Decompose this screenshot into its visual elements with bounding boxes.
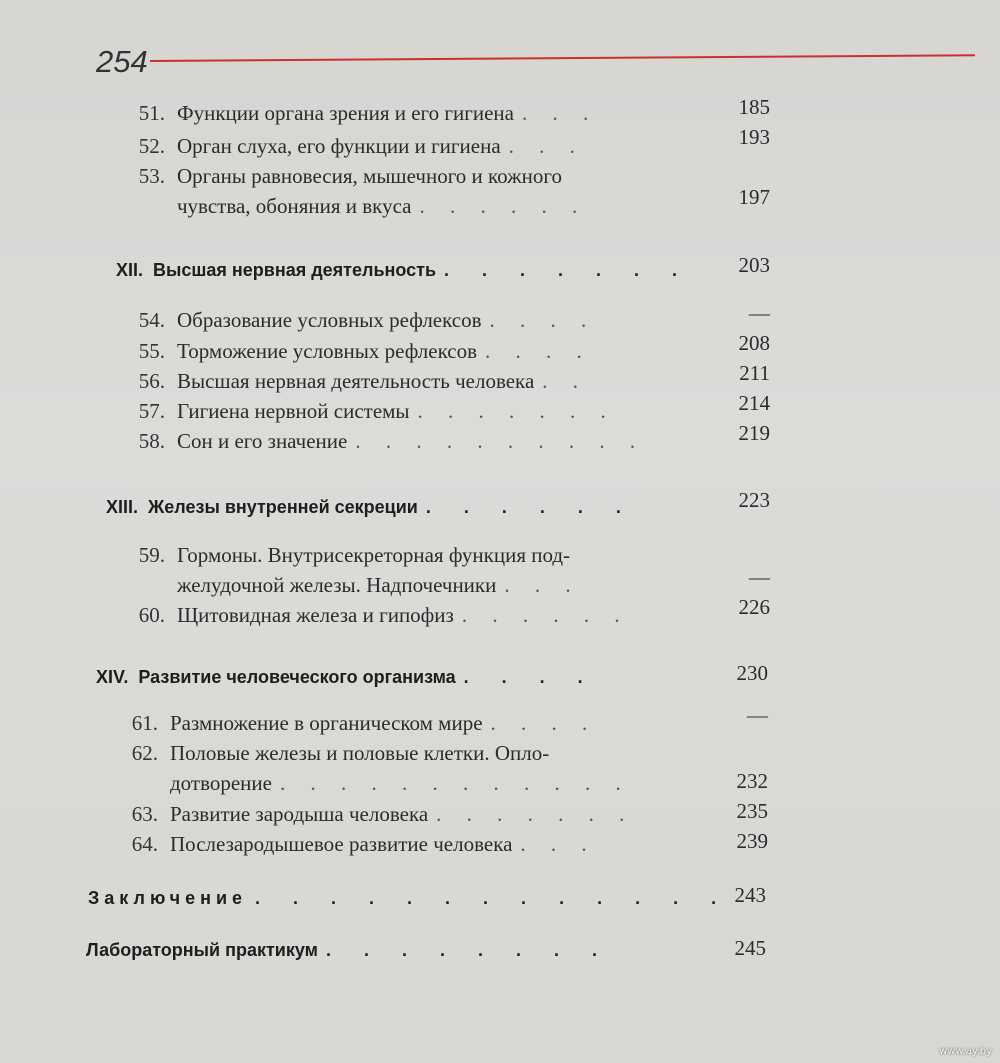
leader-dots: . . . . . . (461, 603, 630, 627)
lab-title: Лабораторный практикум (86, 940, 318, 960)
entry-page: 211 (739, 361, 770, 385)
entry-number: 58. (138, 429, 165, 453)
toc-entry (125, 131, 585, 161)
toc-entry (125, 600, 630, 630)
leader-dots: . . . (521, 101, 599, 125)
entry-number: 51. (138, 101, 165, 125)
entry-page: — (749, 565, 770, 589)
chapter-heading (116, 255, 691, 285)
page-number: 254 (96, 44, 148, 79)
leader-dots: . . . . . . . . (325, 940, 611, 960)
entry-page: — (747, 703, 768, 727)
leader-dots: . . . (520, 832, 597, 856)
entry-number: 63. (131, 802, 158, 826)
chapter-title: Развитие человеческого организма (138, 667, 456, 687)
leader-dots: . . . . . . . . . . . . . (255, 888, 731, 908)
header-rule (150, 54, 975, 62)
toc-entry-continuation (177, 570, 581, 600)
entry-number: 52. (138, 134, 165, 158)
leader-dots: . . . . . . . . . . (355, 429, 646, 453)
entry-page: 226 (738, 595, 770, 619)
entry-number: 56. (138, 369, 165, 393)
entry-title: Органы равновесия, мышечного и кожного (177, 164, 562, 188)
lab-page: 245 (734, 936, 766, 960)
entry-number: 54. (138, 308, 165, 332)
conclusion-title: Заключение (88, 888, 248, 908)
entry-page: 193 (738, 125, 770, 149)
entry-page: 197 (738, 185, 770, 209)
toc-entry (125, 336, 592, 366)
entry-number: 57. (138, 399, 165, 423)
entry-title: Гормоны. Внутрисекреторная функция под- (177, 543, 571, 567)
watermark: www.ay.by (939, 1046, 992, 1057)
chapter-title: Высшая нервная деятельность (153, 260, 437, 280)
toc-entry (125, 98, 598, 128)
leader-dots: . . . . . . . (417, 399, 616, 423)
conclusion-page: 243 (734, 883, 766, 907)
entry-title: Сон и его значение (177, 429, 348, 453)
entry-number: 55. (138, 339, 165, 363)
entry-number: 60. (138, 603, 165, 627)
entry-page: — (749, 301, 770, 325)
leader-dots: . . . . . . . (436, 802, 635, 826)
toc-entry (125, 305, 596, 335)
chapter-number: XII. (116, 260, 144, 280)
entry-title: Щитовидная железа и гипофиз (177, 603, 454, 627)
leader-dots: . . . . . . . . . . . . (279, 771, 631, 795)
chapter-number: XIII. (106, 497, 139, 517)
entry-page: 185 (738, 95, 770, 119)
entry-title-cont: желудочной железы. Надпочечники (177, 573, 497, 597)
entry-title: Функции органа зрения и его гигиена (177, 101, 514, 125)
entry-title-cont: дотворение (170, 771, 272, 795)
leader-dots: . . . . . . . (444, 260, 692, 280)
entry-title: Высшая нервная деятельность человека (177, 369, 535, 393)
entry-page: 239 (736, 829, 768, 853)
entry-number: 53. (138, 164, 165, 188)
toc-entry (125, 426, 645, 456)
toc-entry (118, 829, 597, 859)
entry-title-cont: чувства, обоняния и вкуса (177, 194, 412, 218)
conclusion-heading (88, 883, 730, 913)
chapter-number: XIV. (96, 667, 129, 687)
entry-page: 219 (738, 421, 770, 445)
entry-title: Образование условных рефлексов (177, 308, 482, 332)
chapter-page: 230 (736, 661, 768, 685)
leader-dots: . . . (504, 573, 581, 597)
leader-dots: . . . . (463, 667, 597, 687)
entry-page: 208 (738, 331, 770, 355)
toc-entry (125, 161, 562, 191)
leader-dots: . . (542, 369, 589, 393)
entry-title: Гигиена нервной системы (177, 399, 410, 423)
entry-title: Размножение в органическом мире (170, 711, 483, 735)
toc-entry (125, 396, 616, 426)
toc-entry-continuation (170, 768, 631, 798)
entry-title: Орган слуха, его функции и гигиена (177, 134, 501, 158)
leader-dots: . . . (508, 134, 585, 158)
toc-entry (125, 366, 588, 396)
toc-entry (118, 708, 597, 738)
toc-entry (118, 738, 549, 768)
toc-entry (125, 540, 570, 570)
toc-entry (118, 799, 634, 829)
chapter-title: Железы внутренней секреции (148, 497, 418, 517)
leader-dots: . . . . (485, 339, 592, 363)
leader-dots: . . . . (490, 711, 598, 735)
entry-page: 235 (736, 799, 768, 823)
entry-number: 59. (138, 543, 165, 567)
chapter-page: 223 (738, 488, 770, 512)
chapter-heading (106, 492, 635, 522)
toc-entry-continuation (177, 191, 587, 221)
entry-number: 62. (131, 741, 158, 765)
entry-title: Торможение условных рефлексов (177, 339, 477, 363)
entry-title: Послезародышевое развитие человека (170, 832, 513, 856)
chapter-page: 203 (738, 253, 770, 277)
chapter-heading (96, 662, 597, 692)
leader-dots: . . . . (489, 308, 597, 332)
entry-title: Половые железы и половые клетки. Опло- (170, 741, 550, 765)
leader-dots: . . . . . . (425, 497, 635, 517)
entry-page: 232 (736, 769, 768, 793)
entry-title: Развитие зародыша человека (170, 802, 429, 826)
entry-page: 214 (738, 391, 770, 415)
lab-heading (86, 935, 611, 965)
entry-number: 61. (131, 711, 158, 735)
entry-number: 64. (131, 832, 158, 856)
leader-dots: . . . . . . (419, 194, 588, 218)
